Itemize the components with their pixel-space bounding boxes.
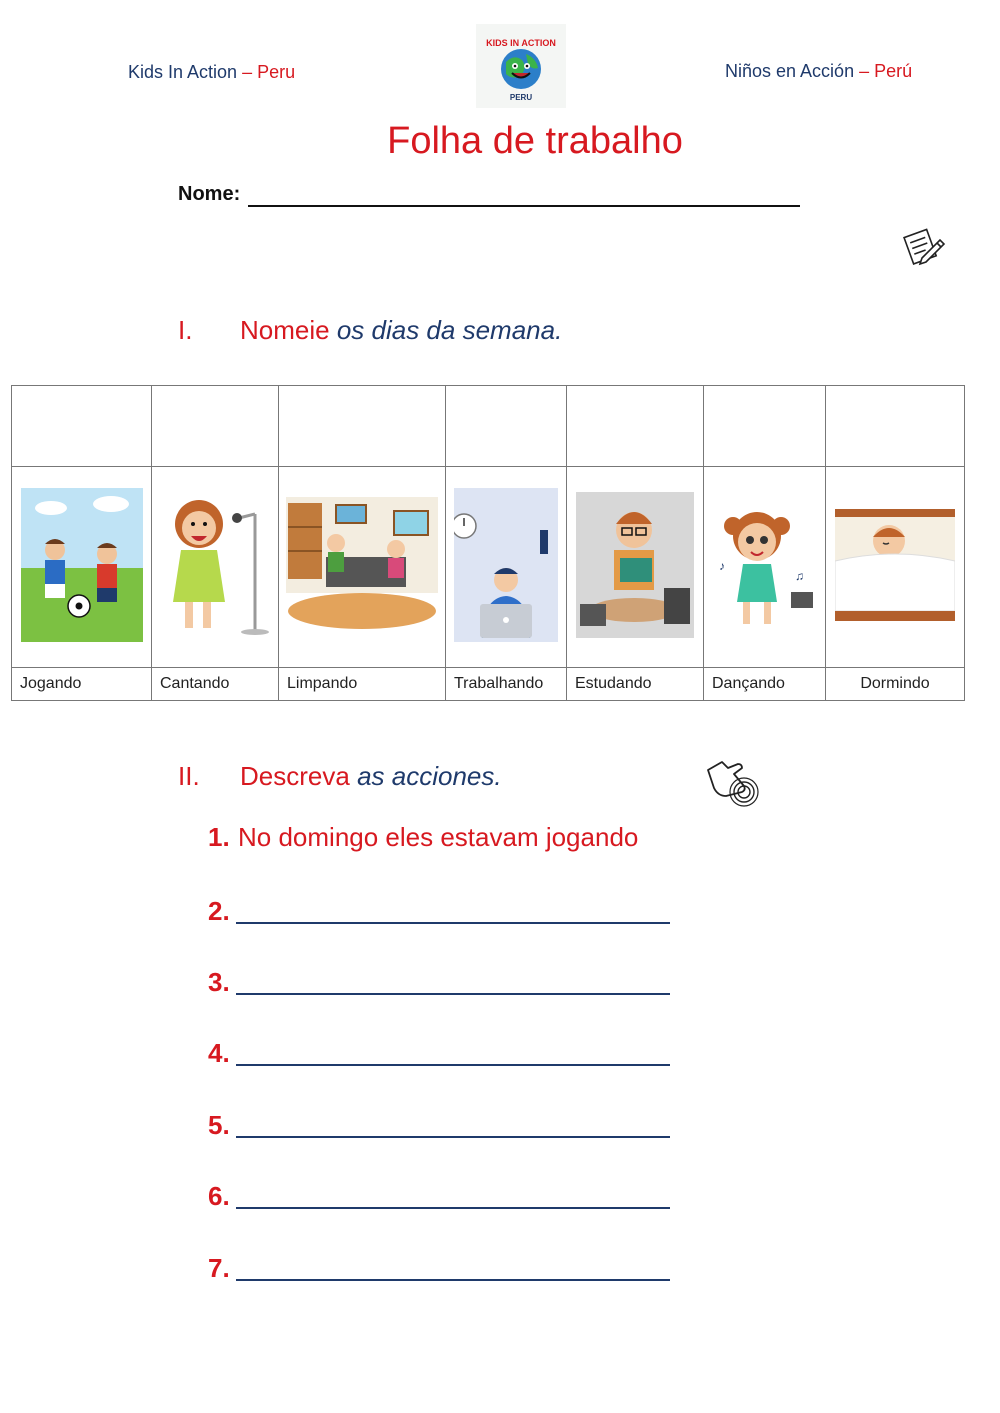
answer-line-3[interactable]: [236, 993, 670, 995]
day-input-cell[interactable]: [826, 386, 965, 467]
svg-text:PERU: PERU: [509, 93, 533, 102]
answer-item-1: 1. No domingo eles estavam jogando: [208, 822, 639, 852]
activity-label: Trabalhando: [446, 668, 567, 701]
answer-item-5: 5.: [208, 1110, 230, 1140]
svg-text:♫: ♫: [794, 568, 804, 583]
answer-item-7: 7.: [208, 1253, 230, 1283]
days-table: [11, 385, 965, 701]
answer-item-6: 6.: [208, 1181, 230, 1211]
day-input-cell[interactable]: [279, 386, 446, 467]
day-input-cell[interactable]: [152, 386, 279, 467]
activity-label: Limpando: [279, 668, 446, 701]
girl-singing-image: [159, 490, 271, 640]
section-2-heading: II. Descreva as acciones.: [178, 761, 502, 791]
man-working-laptop-image: [454, 488, 558, 642]
answer-line-4[interactable]: [236, 1064, 670, 1066]
activity-label: Cantando: [152, 668, 279, 701]
answer-line-5[interactable]: [236, 1136, 670, 1138]
day-input-cell[interactable]: [567, 386, 704, 467]
activity-label: Dormindo: [826, 668, 965, 701]
section-1-heading: I. Nomeie os dias da semana.: [178, 315, 563, 345]
activity-label: Jogando: [12, 668, 152, 701]
family-cleaning-image: [286, 497, 438, 633]
svg-text:♪: ♪: [718, 558, 725, 573]
answer-item-4: 4.: [208, 1038, 230, 1068]
pencil-paper-icon: [900, 224, 948, 273]
svg-text:KIDS IN ACTION: KIDS IN ACTION: [486, 38, 556, 48]
day-input-row: [12, 386, 965, 467]
page-title: Folha de trabalho: [387, 120, 683, 162]
activity-image-cell: [152, 467, 279, 668]
answer-line-7[interactable]: [236, 1279, 670, 1281]
activity-image-cell: [12, 467, 152, 668]
name-field[interactable]: [248, 205, 800, 207]
answer-item-3: 3.: [208, 967, 230, 997]
answer-line-2[interactable]: [236, 922, 670, 924]
answer-item-2: 2.: [208, 896, 230, 926]
girl-dancing-image: [711, 490, 819, 640]
activity-image-cell: [446, 467, 567, 668]
day-input-cell[interactable]: [704, 386, 826, 467]
header-right: Niños en Acción – Perú: [725, 61, 913, 81]
boy-studying-image: [576, 492, 694, 638]
header-left: Kids In Action – Peru: [128, 62, 296, 82]
activity-label: Dançando: [704, 668, 826, 701]
child-sleeping-image: [835, 507, 955, 623]
activity-image-cell: [826, 467, 965, 668]
answer-line-6[interactable]: [236, 1207, 670, 1209]
activity-image-row: [12, 467, 965, 668]
kids-playing-soccer-image: [21, 488, 143, 642]
pointing-hand-icon: [704, 756, 764, 813]
day-input-cell[interactable]: [446, 386, 567, 467]
activity-label-row: [12, 668, 965, 701]
activity-image-cell: [279, 467, 446, 668]
day-input-cell[interactable]: [12, 386, 152, 467]
activity-image-cell: [567, 467, 704, 668]
activity-image-cell: [704, 467, 826, 668]
kids-in-action-logo: [476, 24, 566, 108]
name-label: Nome:: [178, 183, 241, 205]
activity-label: Estudando: [567, 668, 704, 701]
